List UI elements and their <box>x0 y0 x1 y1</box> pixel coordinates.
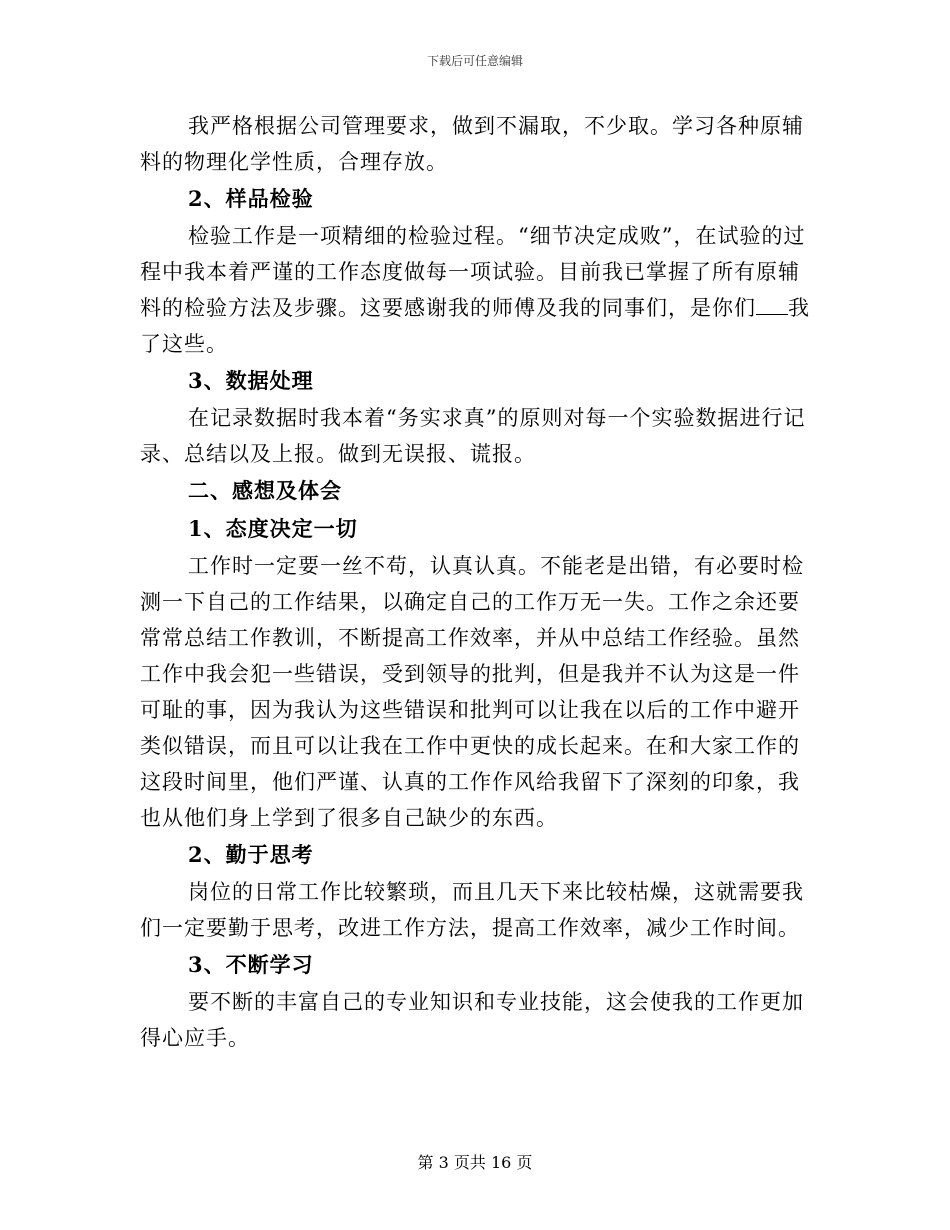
fill-in-blank <box>756 296 788 315</box>
heading-thoughts: 二、感想及体会 <box>188 478 342 503</box>
page-number: 第 3 页共 16 页 <box>417 1153 533 1172</box>
paragraph-inspection-text: 检验工作是一项精细的检验过程。“细节决定成败”，在试验的过程中我本着严谨的工作态度做每一项试验。目前我已掌握了所有原辅料的检验方法及步骤。这要感谢我的师傅及我的同事们，是你们 <box>140 224 806 320</box>
paragraph-learn: 要不断的丰富自己的专业知识和专业技能，这会使我的工作更加得心应手。 <box>140 990 804 1050</box>
heading-think: 2、勤于思考 <box>188 842 314 867</box>
page-header: 下载后可任意编辑 <box>426 54 523 68</box>
paragraph-inspection-tail: 我了这些。 <box>140 296 810 356</box>
paragraph-think: 岗位的日常工作比较繁琐，而且几天下来比较枯燥，这就需要我们一定要勤于思考，改进工作方法，提高工作效率，减少工作时间。 <box>140 880 804 940</box>
paragraph-inspection <box>140 218 810 362</box>
paragraph-attitude: 工作时一定要一丝不苟，认真认真。不能老是出错，有必要时检测一下自己的工作结果，以确定自己的工作万无一失。工作之余还要常常总结工作教训，不断提高工作效率，并从中总结工作经验。虽然工作中我会犯一些错误，受到领导的批判，但是我并不认为这是一件可耻的事，因为我认为这些错误和批判可以让我在以后的工作中避开类似错误，而且可以让我在工作中更快的成长起来。在和大家工作的这段时间里，他们严谨、认真的工作作风给我留下了深刻的印象，我也从他们身上学到了很多自己缺少的东西。 <box>140 554 804 830</box>
heading-learn: 3、不断学习 <box>188 952 314 977</box>
document-body <box>140 108 810 1056</box>
paragraph-storage: 我严格根据公司管理要求，做到不漏取，不少取。学习各种原辅料的物理化学性质，合理存放。 <box>140 114 804 174</box>
paragraph-data: 在记录数据时我本着“务实求真”的原则对每一个实验数据进行记录、总结以及上报。做到无误报、谎报。 <box>140 406 806 466</box>
heading-data-processing: 3、数据处理 <box>188 368 314 393</box>
heading-attitude: 1、态度决定一切 <box>188 516 358 541</box>
heading-sample-inspection: 2、样品检验 <box>188 186 314 211</box>
